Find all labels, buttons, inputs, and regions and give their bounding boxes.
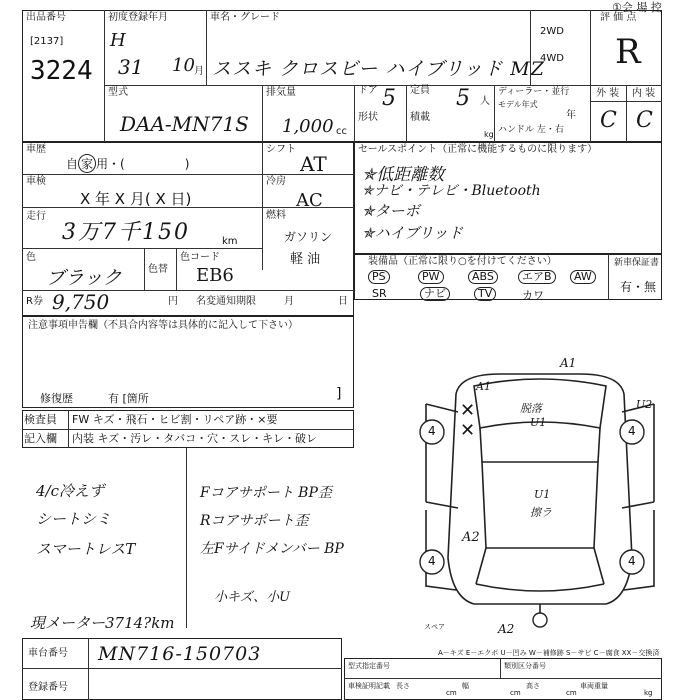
usage-value: 自 家 用・( ) [66,154,189,173]
cc-unit: cc [336,126,347,137]
weight-unit: kg [644,689,653,697]
ac-label: 冷房 [266,176,286,187]
mark-scratch-roof: 擦ラ [530,506,552,519]
equip-airbag: エアB [518,270,556,284]
grade-value: R [615,32,641,72]
sales-point-1-text: 低距離数 [376,165,445,185]
equip-navi: ナビ [420,287,450,301]
notice-label: 名変通知期限 [196,296,256,307]
sales-points-title: セールスポイント（正常に機能するものに限ります） [358,144,598,155]
km-unit: km [222,236,238,247]
width-unit: cm [510,689,521,697]
notice-month: 月 [284,296,294,307]
equip-tv: TV [474,287,496,301]
mark-a1-front: A1 [560,356,577,370]
door-label: ドア [358,85,378,96]
note-meter: 現メーター3714?km [30,614,175,632]
height-label: 高さ [526,682,540,690]
equip-pw: PW [418,270,444,284]
cargo-label: 積載 [410,112,430,123]
fuel-label: 燃料 [266,210,286,221]
color-change-label: 色替 [148,264,168,275]
color-label: 色 [26,252,36,263]
length-label: 長さ [396,682,410,690]
venue-label: ①会 場 控 [612,1,662,14]
mark-u1-roof: U1 [534,488,551,501]
model-label: 型式 [108,87,128,98]
usage-label: 車歴 [26,144,46,155]
handle-label: ハンドル 左・右 [498,125,564,135]
seat-unit: 人 [480,96,490,107]
equip-aw: AW [570,270,596,284]
equip-abs: ABS [468,270,498,284]
reg-label: 初度登録年月 [108,12,168,23]
repair-value: 有 [箇所 [108,392,149,405]
tire-rl: 4 [428,554,436,568]
record-label: 記入欄 [24,432,57,445]
chassis-label: 車台番号 [28,648,68,659]
inspection-label: 車検 [26,176,46,187]
mark-x-2: ✕ [460,420,476,441]
color-code: EB6 [196,265,234,286]
note-small: 小キズ、小U [214,590,291,605]
interior-grade: C [636,108,653,133]
mark-detached: 脱落 [520,402,542,415]
color-code-label: 色コード [180,252,220,263]
registration-label: 登録番号 [28,682,68,693]
name-label: 車名・グレード [210,12,280,23]
note-right-3: 左Fサイドメンバー BP [200,541,344,557]
new-car-value: 有・無 [620,280,657,294]
mark-a2-side: A2 [462,530,480,545]
mark-u1-hood: U1 [530,416,547,429]
disp-label: 排気量 [266,87,296,98]
color-value: ブラック [46,267,122,289]
shape-label: 形状 [358,112,378,123]
dealer-label: ディーラー・並行 [498,87,570,97]
record-row: 内装 キズ・汚レ・タバコ・穴・スレ・キレ・破レ [72,432,318,445]
chassis-number: MN716-150703 [98,643,262,665]
usage-circled: 家 [78,154,96,173]
damage-legend: A－キズ E－エクボ U－凹み W－補修跡 S－サビ C－腐食 XX－交換済 [438,649,660,657]
weight-label: 車両重量 [580,682,608,690]
mark-x-1: ✕ [460,400,476,421]
sales-point-2-text: ナビ・テレビ・Bluetooth [373,183,541,199]
sales-point-2: ✯ナビ・テレビ・Bluetooth [362,183,541,199]
recycle-value: 9,750 [52,290,110,314]
repair-bracket: ] [336,386,342,402]
lot-label: 出品番号 [26,12,66,23]
shift-label: シフト [266,144,296,155]
equip-sr: SR [372,287,387,300]
equipment-title: 装備品（正常に限り○を付けてください） [368,256,557,267]
shift-value: AT [300,152,327,176]
car-name: ススキ クロスビー ハイブリッド MZ [212,58,545,80]
yen-unit: 円 [168,296,178,307]
drive-2wd: 2WD [540,26,564,37]
width-label: 幅 [462,682,469,690]
model-year-label: モデル年式 [498,100,538,109]
exterior-label: 外 装 [596,88,620,99]
sales-point-3-text: ターボ [374,202,420,220]
interior-label: 内 装 [632,88,656,99]
mark-u2: U2 [636,398,653,411]
reg-year: 31 [118,55,144,79]
kg-unit: kg [484,130,494,139]
cert-label: 車検証明記載 [348,682,390,690]
note-left-1: 4/c冷えず [36,482,104,500]
mark-a1-left: A1 [476,380,491,393]
mileage-value: 3万7千150 [62,220,190,245]
seat-label: 定員 [410,85,430,96]
model-code: DAA-MN71S [120,112,249,136]
notice-day: 日 [338,296,348,307]
grade-label: 評 価 点 [600,12,637,23]
tire-fl: 4 [428,424,436,438]
equip-ps: PS [368,270,390,284]
fuel-diesel: 軽 油 [290,252,321,267]
inspector-row: FW キズ・飛石・ヒビ割・リペア跡・×要 [72,413,278,426]
tire-rr: 4 [628,554,636,568]
era: H [110,30,126,51]
length-unit: cm [446,689,457,697]
lot-number: 3224 [30,56,93,86]
lot-sub: [2137] [30,36,64,47]
drive-4wd: 4WD [540,53,564,64]
tire-fr: 4 [628,424,636,438]
mileage-label: 走行 [26,211,46,222]
year-unit: 年 [566,110,576,121]
doors: 5 [382,86,396,111]
inspection-value: X 年 X 月( X 日) [80,190,192,208]
type-cert-label: 型式指定番号 [348,662,390,670]
displacement: 1,000 [282,116,334,137]
sales-point-4: ✯ハイブリッド [362,224,463,242]
exterior-grade: C [600,108,617,133]
mark-a2-rear: A2 [498,622,515,636]
sales-point-4-text: ハイブリッド [374,224,463,242]
fuel-petrol: ガソリン [284,230,333,244]
type-class-label: 類別区分番号 [504,662,546,670]
recycle-label: R券 [26,296,43,307]
equip-leather: カワ [522,289,544,302]
seats: 5 [456,86,470,111]
sales-point-1: ✯低距離数 [362,165,445,185]
notes-title: 注意事項申告欄（不具合内容等は具体的に記入して下さい） [28,320,298,331]
reg-month: 10 [172,55,195,76]
mark-spare: スペア [424,623,445,631]
new-car-label: 新車保証書 [614,258,660,268]
note-right-1: Fコアサポート BP歪 [200,485,332,501]
repair-label: 修復歴 [40,392,73,405]
note-left-2: シートシミ [36,510,112,528]
cert-block [344,658,662,700]
note-right-2: Rコアサポート歪 [200,513,309,529]
ac-value: AC [296,190,323,211]
sales-point-3: ✯ターボ [362,202,420,220]
inspector-label: 検査員 [24,413,57,426]
note-left-3: スマートレスT [36,540,136,558]
month-unit: 月 [194,66,204,77]
height-unit: cm [566,689,577,697]
